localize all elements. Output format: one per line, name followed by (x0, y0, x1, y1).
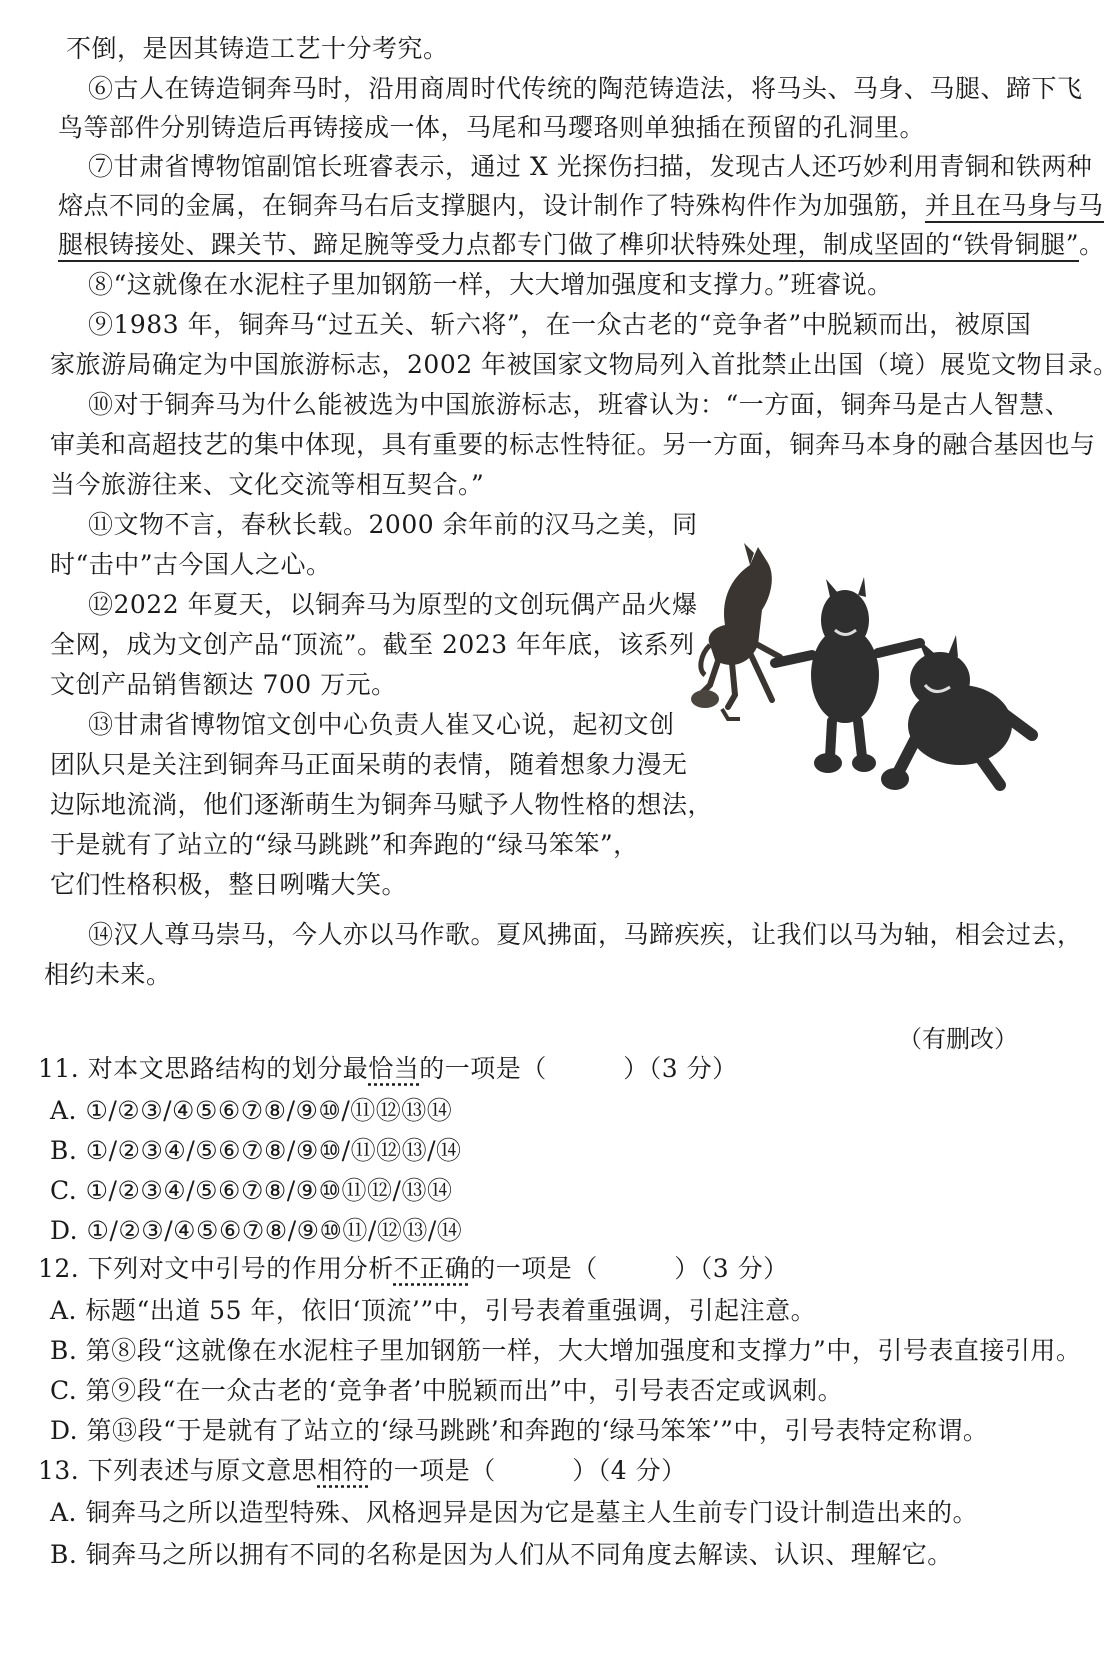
paragraph-6-line-1: ⑥古人在铸造铜奔马时，沿用商周时代传统的陶范铸造法，将马头、马身、马腿、蹄下飞 (88, 74, 1083, 103)
paragraph-13-line-1: ⑬甘肃省博物馆文创中心负责人崔又心说，起初文创 (88, 710, 675, 739)
question-11-option-a: A. ①/②③/④⑤⑥⑦⑧/⑨⑩/⑪⑫⑬⑭ (50, 1096, 453, 1125)
paragraph-7-line-2-plain: 熔点不同的金属，在铜奔马右后支撑腿内，设计制作了特殊构件作为加强筋， (58, 191, 926, 220)
paragraph-13-line-4: 于是就有了站立的“绿马跳跳”和奔跑的“绿马笨笨”， (50, 830, 639, 859)
question-12-option-c: C. 第⑨段“在一众古老的‘竞争者’中脱颖而出”中，引号表否定或讽刺。 (50, 1376, 844, 1405)
question-11-stem-b: 的一项是（ ）（3 分） (419, 1054, 738, 1083)
horse-figure (680, 535, 1040, 835)
question-12-emphasis: 不正确 (393, 1254, 471, 1283)
bronze-horse-statue-icon (691, 543, 780, 719)
paragraph-10-line-1: ⑩对于铜奔马为什么能被选为中国旅游标志，班睿认为：“一方面，铜奔马是古人智慧、 (88, 390, 1071, 419)
question-11-stem-a: 11. 对本文思路结构的划分最 (38, 1054, 369, 1083)
paragraph-11-line-1: ⑪文物不言，春秋长载。2000 余年前的汉马之美，同 (88, 510, 698, 539)
question-12-option-b: B. 第⑧段“这就像在水泥柱子里加钢筋一样，大大增加强度和支撑力”中，引号表直接引用。 (50, 1336, 1082, 1365)
question-12-option-d: D. 第⑬段“于是就有了站立的‘绿马跳跳’和奔跑的‘绿马笨笨’”中，引号表特定称谓。 (50, 1416, 989, 1445)
paragraph-10-line-3: 当今旅游往来、文化交流等相互契合。” (50, 470, 485, 499)
paragraph-10-line-2: 审美和高超技艺的集中体现，具有重要的标志性特征。另一方面，铜奔马本身的融合基因也与 (50, 430, 1096, 459)
paragraph-12-line-1: ⑫2022 年夏天，以铜奔马为原型的文创玩偶产品火爆 (88, 590, 698, 619)
standing-horse-toy-icon (775, 577, 920, 773)
paragraph-12-line-3: 文创产品销售额达 700 万元。 (50, 670, 397, 699)
paragraph-7-line-3-end: 。 (1079, 230, 1105, 259)
question-13-stem (38, 1454, 687, 1488)
paragraph-14-line-1: ⑭汉人尊马崇马，今人亦以马作歌。夏风拂面，马蹄疾疾，让我们以马为轴，相会过去， (88, 920, 1083, 949)
source-note: （有删改） (898, 1025, 1018, 1053)
question-12-stem-b: 的一项是（ ）（3 分） (470, 1254, 789, 1283)
paragraph-7-line-2 (58, 189, 1104, 223)
paragraph-13-line-3: 边际地流淌，他们逐渐萌生为铜奔马赋予人物性格的想法， (50, 790, 714, 819)
paragraph-14-line-2: 相约未来。 (44, 960, 172, 989)
paragraph-7-underlined-end: 腿根铸接处、踝关节、蹄足腕等受力点都专门做了榫卯状特殊处理，制成坚固的“铁骨铜腿” (58, 230, 1079, 262)
paragraph-7-underlined-start: 并且在马身与马 (925, 191, 1104, 223)
paragraph-11-line-2: 时“击中”古今国人之心。 (50, 550, 332, 579)
paragraph-5-tail: 不倒，是因其铸造工艺十分考究。 (66, 34, 449, 63)
question-11-option-c: C. ①/②③④/⑤⑥⑦⑧/⑨⑩⑪⑫/⑬⑭ (50, 1176, 453, 1205)
question-12-option-a: A. 标题“出道 55 年，依旧‘顶流’”中，引号表着重强调，引起注意。 (50, 1296, 817, 1325)
paragraph-7-line-1: ⑦甘肃省博物馆副馆长班睿表示，通过 X 光探伤扫描，发现古人还巧妙利用青铜和铁两种 (88, 152, 1093, 181)
question-11-stem (38, 1052, 738, 1086)
question-13-option-b: B. 铜奔马之所以拥有不同的名称是因为人们从不同角度去解读、认识、理解它。 (50, 1540, 953, 1569)
paragraph-13-line-2: 团队只是关注到铜奔马正面呆萌的表情，随着想象力漫无 (50, 750, 688, 779)
paragraph-9-line-1: ⑨1983 年，铜奔马“过五关、斩六将”，在一众古老的“竞争者”中脱颖而出，被原国 (88, 310, 1032, 339)
question-11-option-d: D. ①/②③/④⑤⑥⑦⑧/⑨⑩⑪/⑫⑬/⑭ (50, 1216, 463, 1245)
paragraph-13-line-5: 它们性格积极，整日咧嘴大笑。 (50, 870, 408, 899)
question-13-stem-a: 13. 下列表述与原文意思 (38, 1456, 318, 1485)
question-12-stem-a: 12. 下列对文中引号的作用分析 (38, 1254, 394, 1283)
question-13-option-a: A. 铜奔马之所以造型特殊、风格迥异是因为它是墓主人生前专门设计制造出来的。 (50, 1498, 978, 1527)
paragraph-7-line-3 (58, 228, 1105, 262)
question-11-emphasis: 恰当 (368, 1054, 420, 1083)
paragraph-9-line-2: 家旅游局确定为中国旅游标志，2002 年被国家文物局列入首批禁止出国（境）展览文物目录。 (50, 350, 1119, 379)
paragraph-6-line-2: 鸟等部件分别铸造后再铸接成一体，马尾和马璎珞则单独插在预留的孔洞里。 (58, 113, 926, 142)
question-13-stem-b: 的一项是（ ）（4 分） (368, 1456, 687, 1485)
question-12-stem (38, 1252, 789, 1286)
paragraph-12-line-2: 全网，成为文创产品“顶流”。截至 2023 年年底，该系列 (50, 630, 695, 659)
paragraph-8: ⑧“这就像在水泥柱子里加钢筋一样，大大增加强度和支撑力。”班睿说。 (88, 270, 893, 299)
question-13-emphasis: 相符 (317, 1456, 369, 1485)
question-11-option-b: B. ①/②③④/⑤⑥⑦⑧/⑨⑩/⑪⑫⑬/⑭ (50, 1136, 462, 1165)
running-horse-toy-icon (881, 635, 1032, 790)
